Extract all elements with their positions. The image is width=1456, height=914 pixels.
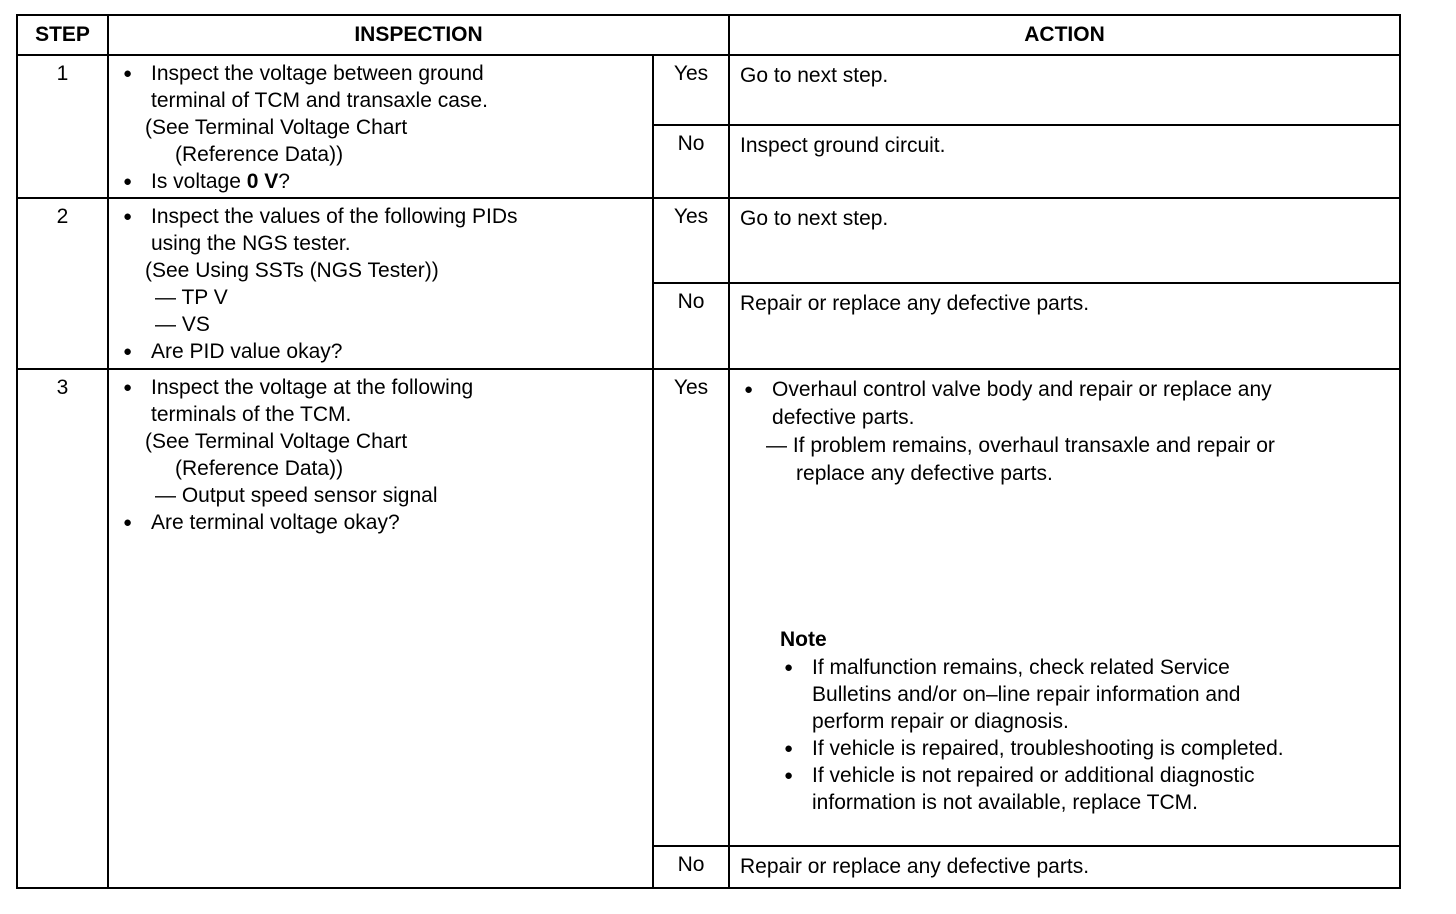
no-action: Inspect ground circuit. xyxy=(729,125,1400,197)
inspection-bullet: ● Inspect the values of the following PIDs xyxy=(119,203,644,230)
note-text: perform repair or diagnosis. xyxy=(812,710,1069,734)
no-label: No xyxy=(653,283,729,369)
note-item: ● If vehicle is repaired, troubleshooting is completed. xyxy=(780,735,1391,762)
pid-item: — TP V xyxy=(155,285,228,309)
inspection-text: using the NGS tester. xyxy=(151,231,351,255)
note-list xyxy=(740,654,1391,816)
no-action: Repair or replace any defective parts. xyxy=(729,283,1400,369)
troubleshooting-table xyxy=(16,14,1401,889)
table-row xyxy=(17,198,1400,283)
step-number: 2 xyxy=(17,198,108,370)
reference-text: (Reference Data)) xyxy=(175,143,344,167)
reference-text: (See Using SSTs (NGS Tester)) xyxy=(145,258,439,282)
table-row xyxy=(17,55,1400,125)
note-text: information is not available, replace TCM. xyxy=(812,791,1198,815)
inspection-question: ● Are PID value okay? xyxy=(119,338,644,365)
header-action: ACTION xyxy=(729,15,1400,55)
inspection-bullet: ● Inspect the voltage at the following xyxy=(119,374,644,401)
inspection-cell xyxy=(108,369,653,888)
inspection-text: terminal of TCM and transaxle case. xyxy=(151,89,488,113)
no-label: No xyxy=(653,125,729,197)
note-title: Note xyxy=(780,628,827,652)
inspection-cell xyxy=(108,55,653,197)
table-row xyxy=(17,369,1400,846)
step-number: 1 xyxy=(17,55,108,197)
yes-label: Yes xyxy=(653,198,729,283)
action-dash-item: — If problem remains, overhaul transaxle and repair or xyxy=(766,434,1275,458)
header-row xyxy=(17,15,1400,55)
yes-action: Go to next step. xyxy=(729,55,1400,125)
yes-label: Yes xyxy=(653,55,729,125)
inspection-cell xyxy=(108,198,653,370)
reference-text: (Reference Data)) xyxy=(175,457,344,481)
action-text: replace any defective parts. xyxy=(796,462,1053,486)
action-text: defective parts. xyxy=(772,406,915,430)
step-number: 3 xyxy=(17,369,108,888)
reference-text: (See Terminal Voltage Chart xyxy=(145,116,408,140)
header-inspection: INSPECTION xyxy=(108,15,729,55)
inspection-text: terminals of the TCM. xyxy=(151,403,352,427)
signal-item: — Output speed sensor signal xyxy=(155,484,438,508)
note-item: ● If vehicle is not repaired or additional diagnostic xyxy=(780,762,1391,789)
yes-action: Go to next step. xyxy=(729,198,1400,283)
pid-item: — VS xyxy=(155,312,210,336)
reference-text: (See Terminal Voltage Chart xyxy=(145,430,408,454)
header-step: STEP xyxy=(17,15,108,55)
note-text: Bulletins and/or on–line repair information and xyxy=(812,683,1241,707)
no-action: Repair or replace any defective parts. xyxy=(729,846,1400,888)
note-item: ● If malfunction remains, check related Service xyxy=(780,654,1391,681)
yes-action xyxy=(729,369,1400,846)
inspection-question: ● Is voltage 0 V? xyxy=(119,168,644,195)
no-label: No xyxy=(653,846,729,888)
inspection-bullet: ● Inspect the voltage between ground xyxy=(119,60,644,87)
action-bullet: ● Overhaul control valve body and repair or replace any xyxy=(740,376,1391,404)
inspection-question: ● Are terminal voltage okay? xyxy=(119,509,644,536)
yes-label: Yes xyxy=(653,369,729,846)
